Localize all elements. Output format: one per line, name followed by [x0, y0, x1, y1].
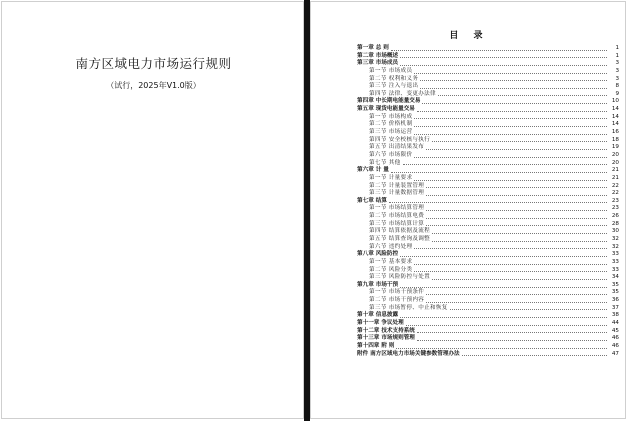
toc-leader-dots: [426, 301, 607, 303]
toc-chapter-entry[interactable]: [357, 320, 619, 328]
document-version: （试行，2025年V1.0版）: [106, 81, 201, 90]
toc-entry-page-number: 9: [615, 90, 619, 97]
toc-entry-page-number: 14: [611, 113, 619, 120]
toc-leader-dots: [414, 263, 607, 265]
toc-entry-page-number: 46: [611, 335, 619, 342]
toc-entry-label: 第六章 计 量: [357, 167, 389, 174]
toc-entry-label: 附件 南方区域电力市场关键参数管理办法: [357, 350, 460, 357]
toc-leader-dots: [426, 148, 607, 150]
toc-entry-label: 第五节 出清结果发布: [369, 144, 425, 151]
document-title: 南方区域电力市场运行规则: [75, 56, 232, 71]
toc-leader-dots: [417, 339, 607, 341]
toc-leader-dots: [400, 316, 607, 318]
toc-entry-page-number: 23: [611, 197, 619, 204]
toc-entry-label: 第三节 计量数据管理: [369, 190, 425, 197]
toc-entry-label: 第二节 价格机制: [369, 121, 413, 128]
toc-entry-label: 第二节 市场干预内容: [369, 297, 425, 304]
toc-leader-dots: [414, 117, 607, 119]
toc-entry-page-number: 14: [611, 106, 619, 113]
toc-chapter-entry[interactable]: [357, 312, 619, 320]
toc-leader-dots: [432, 278, 607, 280]
toc-leader-dots: [389, 201, 607, 203]
toc-leader-dots: [400, 64, 607, 66]
toc-entry-page-number: 20: [611, 159, 619, 166]
toc-entry-page-number: 47: [611, 350, 619, 357]
toc-entry-label: 第十章 信息披露: [357, 312, 399, 319]
toc-entry-page-number: 36: [611, 297, 619, 304]
toc-leader-dots: [426, 186, 607, 188]
toc-entry-label: 第二节 权利和义务: [369, 75, 419, 82]
toc-leader-dots: [450, 308, 607, 310]
toc-list: [357, 45, 619, 358]
toc-section-entry[interactable]: [357, 152, 619, 160]
toc-entry-label: 第三章 市场成员: [357, 60, 399, 67]
toc-section-entry[interactable]: [357, 129, 619, 137]
toc-section-entry[interactable]: [357, 236, 619, 244]
toc-entry-label: 第二节 风险分类: [369, 266, 413, 273]
toc-section-entry[interactable]: [357, 297, 619, 305]
toc-leader-dots: [400, 255, 607, 257]
toc-entry-label: 第二节 市场结算电费: [369, 213, 425, 220]
toc-entry-page-number: 33: [611, 266, 619, 273]
toc-entry-label: 第一节 市场成员: [369, 67, 413, 74]
toc-section-entry[interactable]: [357, 121, 619, 129]
toc-entry-page-number: 35: [611, 289, 619, 296]
toc-entry-page-number: 26: [611, 213, 619, 220]
toc-title: 目 录: [449, 31, 489, 41]
toc-chapter-entry[interactable]: [357, 98, 619, 106]
toc-leader-dots: [426, 224, 607, 226]
toc-entry-label: 第五章 现货电能量交易: [357, 106, 415, 113]
toc-entry-page-number: 45: [611, 327, 619, 334]
toc-entry-page-number: 22: [611, 182, 619, 189]
toc-leader-dots: [400, 286, 607, 288]
toc-entry-label: 第三节 注入与退出: [369, 83, 419, 90]
toc-leader-dots: [426, 217, 607, 219]
toc-entry-label: 第九章 市场干预: [357, 281, 399, 288]
toc-entry-page-number: 32: [611, 243, 619, 250]
toc-entry-label: 第十一章 争议处理: [357, 320, 404, 327]
toc-chapter-entry[interactable]: [357, 335, 619, 343]
toc-entry-page-number: 22: [611, 190, 619, 197]
toc-entry-page-number: 8: [615, 83, 619, 90]
toc-leader-dots: [422, 102, 607, 104]
toc-entry-page-number: 23: [611, 205, 619, 212]
toc-leader-dots: [420, 79, 607, 81]
toc-entry-label: 第一节 市场构成: [369, 113, 413, 120]
toc-leader-dots: [414, 125, 607, 127]
toc-entry-label: 第三节 市场结算计算: [369, 220, 425, 227]
toc-leader-dots: [414, 270, 607, 272]
toc-entry-page-number: 46: [611, 342, 619, 349]
toc-leader-dots: [426, 293, 607, 295]
toc-entry-label: 第一章 总 则: [357, 44, 389, 51]
toc-section-entry[interactable]: [357, 68, 619, 76]
toc-leader-dots: [391, 49, 607, 51]
toc-leader-dots: [432, 240, 607, 242]
toc-leader-dots: [426, 194, 607, 196]
toc-section-entry[interactable]: [357, 274, 619, 282]
toc-section-entry[interactable]: [357, 175, 619, 183]
toc-page: [310, 1, 626, 419]
toc-entry-label: 第一节 基本要求: [369, 258, 413, 265]
toc-entry-label: 第四节 安全校核与执行: [369, 136, 431, 143]
toc-entry-page-number: 3: [615, 60, 619, 67]
toc-leader-dots: [432, 232, 607, 234]
toc-entry-page-number: 10: [611, 98, 619, 105]
toc-entry-label: 第三节 市场暂停、中止和恢复: [369, 304, 448, 311]
toc-chapter-entry[interactable]: [357, 45, 619, 53]
toc-entry-label: 第七节 其他: [369, 159, 401, 166]
toc-entry-label: 第一节 计量要求: [369, 174, 413, 181]
toc-entry-label: 第六节 市场限价: [369, 151, 413, 158]
toc-leader-dots: [403, 163, 607, 165]
toc-entry-page-number: 34: [611, 274, 619, 281]
toc-entry-page-number: 28: [611, 220, 619, 227]
toc-entry-label: 第十二章 技术支持系统: [357, 327, 415, 334]
toc-chapter-entry[interactable]: [357, 351, 619, 359]
toc-entry-page-number: 16: [611, 129, 619, 136]
toc-entry-page-number: 35: [611, 281, 619, 288]
toc-entry-label: 第七章 结算: [357, 197, 387, 204]
toc-leader-dots: [414, 156, 607, 158]
toc-entry-label: 第十四章 附 则: [357, 342, 395, 349]
toc-entry-page-number: 19: [611, 144, 619, 151]
toc-leader-dots: [462, 354, 607, 356]
toc-entry-page-number: 3: [615, 67, 619, 74]
toc-entry-page-number: 1: [615, 44, 619, 51]
toc-entry-page-number: 32: [611, 236, 619, 242]
toc-entry-page-number: 3: [615, 75, 619, 82]
toc-entry-page-number: 18: [611, 136, 619, 143]
toc-entry-page-number: 37: [611, 304, 619, 311]
toc-leader-dots: [417, 331, 607, 333]
toc-entry-label: 第二章 市场概述: [357, 52, 399, 59]
toc-entry-page-number: 33: [611, 251, 619, 258]
toc-entry-page-number: 33: [611, 258, 619, 265]
toc-entry-label: 第十三章 市场规则管理: [357, 335, 415, 342]
toc-entry-label: 第四节 法律、变更办法律: [369, 90, 436, 97]
toc-entry-label: 第四节 结算依据及流程: [369, 228, 431, 235]
toc-section-entry[interactable]: [357, 205, 619, 213]
toc-section-entry[interactable]: [357, 290, 619, 298]
toc-leader-dots: [432, 140, 607, 142]
toc-leader-dots: [420, 87, 607, 89]
toc-leader-dots: [426, 209, 607, 211]
toc-leader-dots: [414, 133, 607, 135]
toc-chapter-entry[interactable]: [357, 343, 619, 351]
toc-entry-label: 第六节 违约处理: [369, 243, 413, 250]
toc-entry-page-number: 44: [611, 320, 619, 327]
toc-entry-label: 第三节 市场运营: [369, 129, 413, 136]
toc-leader-dots: [391, 171, 607, 173]
toc-chapter-entry[interactable]: [357, 251, 619, 259]
toc-chapter-entry[interactable]: [357, 60, 619, 68]
toc-section-entry[interactable]: [357, 190, 619, 198]
toc-section-entry[interactable]: [357, 83, 619, 91]
toc-entry-label: 第三节 风险防控与处置: [369, 274, 431, 281]
toc-entry-page-number: 30: [611, 228, 619, 235]
toc-section-entry[interactable]: [357, 213, 619, 221]
toc-section-entry[interactable]: [357, 160, 619, 168]
toc-entry-label: 第一节 市场干预条件: [369, 289, 425, 296]
toc-leader-dots: [438, 94, 607, 96]
cover-page: [1, 1, 304, 419]
toc-leader-dots: [417, 110, 607, 112]
toc-entry-page-number: 21: [611, 167, 619, 174]
toc-entry-label: 第四章 中长期电能量交易: [357, 98, 421, 105]
toc-entry-page-number: 38: [611, 312, 619, 319]
toc-leader-dots: [414, 179, 607, 181]
toc-section-entry[interactable]: [357, 228, 619, 236]
toc-entry-label: 第二节 计量装置管理: [369, 182, 425, 189]
toc-leader-dots: [414, 247, 607, 249]
toc-entry-page-number: 1: [615, 52, 619, 59]
toc-leader-dots: [396, 347, 607, 349]
toc-entry-page-number: 21: [611, 174, 619, 181]
toc-leader-dots: [400, 56, 607, 58]
toc-section-entry[interactable]: [357, 144, 619, 152]
toc-leader-dots: [414, 72, 607, 74]
toc-entry-page-number: 20: [611, 151, 619, 158]
toc-chapter-entry[interactable]: [357, 106, 619, 114]
toc-entry-label: 第五节 结算查询及调整: [369, 236, 431, 242]
toc-section-entry[interactable]: [357, 259, 619, 267]
toc-chapter-entry[interactable]: [357, 167, 619, 175]
toc-leader-dots: [406, 324, 607, 326]
toc-entry-page-number: 14: [611, 121, 619, 128]
toc-entry-label: 第八章 风险防控: [357, 251, 399, 258]
toc-entry-label: 第一节 市场结算管理: [369, 205, 425, 212]
